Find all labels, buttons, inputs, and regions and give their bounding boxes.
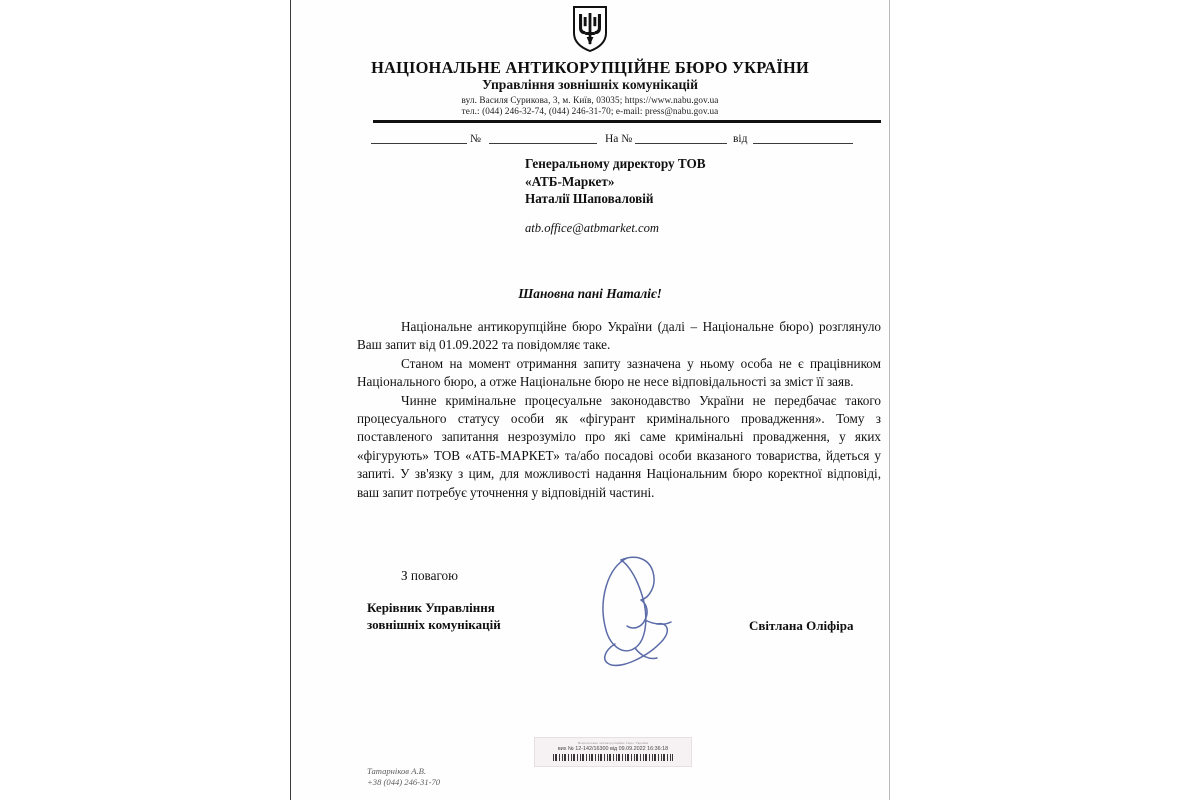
signer-title-line-2: зовнішніх комунікацій <box>367 616 501 632</box>
reply-to-label: На № <box>605 133 633 145</box>
department-name: Управління зовнішніх комунікацій <box>482 77 698 92</box>
number-label: № <box>470 133 481 145</box>
document-page <box>290 0 890 800</box>
recipient-block <box>525 155 825 208</box>
signer-title <box>367 600 557 633</box>
recipient-email: atb.office@atbmarket.com <box>525 221 659 235</box>
address-line: вул. Василя Сурикова, 3, м. Київ, 03035; https://www.nabu.gov.ua <box>461 95 719 105</box>
recipient-line-3: Наталії Шаповаловій <box>525 191 654 206</box>
executor-phone: +38 (044) 246-31-70 <box>367 777 441 787</box>
number-blank-field[interactable] <box>371 142 467 144</box>
recipient-line-2: «АТБ-Маркет» <box>525 173 615 189</box>
organization-title: НАЦІОНАЛЬНЕ АНТИКОРУПЦІЙНЕ БЮРО УКРАЇНИ <box>371 58 809 77</box>
letter-body <box>357 318 881 502</box>
closing-regards: З повагою <box>401 568 458 583</box>
signer-title-line-1: Керівник Управління <box>367 600 495 615</box>
handwritten-signature <box>587 552 691 672</box>
signer-name: Світлана Оліфіра <box>749 618 854 633</box>
reply-to-value-field[interactable] <box>635 142 727 144</box>
date-value-field[interactable] <box>753 142 853 144</box>
number-value-field[interactable] <box>489 142 597 144</box>
ukraine-trident-emblem-icon <box>291 6 889 54</box>
reference-form-line <box>371 126 879 146</box>
recipient-line-1: Генеральному директору ТОВ <box>525 156 706 171</box>
date-label: від <box>733 133 748 145</box>
body-paragraph: Станом на момент отримання запиту зазначена у ньому особа не є працівником Національного бюро, а отже Національне бюро не несе відповідальності за зміст її заяв. <box>357 355 881 390</box>
stamp-number: вих № 12-142/16300 від 09.09.2022 16:36:18 <box>557 746 669 752</box>
executor-info <box>367 766 440 788</box>
executor-name: Татарніков А.В. <box>367 766 426 776</box>
body-paragraph: Національне антикорупційне бюро України (далі – Національне бюро) розглянуло Ваш запит від 01.09.2022 та повідомляє таке. <box>357 319 881 353</box>
registration-stamp <box>534 737 692 767</box>
barcode-icon <box>553 754 673 761</box>
stamp-organization: Національне антикорупційне бюро України <box>577 741 649 745</box>
header-divider <box>373 120 881 123</box>
body-paragraph: Чинне кримінальне процесуальне законодавство України не передбачає такого процесуального статусу особи як «фігурант кримінального провадження». Тому з поставленого запитання незрозуміло про які саме кримінальні провадження, у яких «фігурують» ТОВ «АТБ-МАРКЕТ» та/або посадові особи вказаного товариства, йдеться у запиті. У зв'язку з цим, для можливості надання Національним бюро коректної відповіді, ваш запит потребує уточнення у відповідній частині. <box>357 392 881 500</box>
contact-line: тел.: (044) 246-32-74, (044) 246-31-70; e-mail: press@nabu.gov.ua <box>461 106 719 116</box>
salutation: Шановна пані Наталіє! <box>518 286 662 301</box>
